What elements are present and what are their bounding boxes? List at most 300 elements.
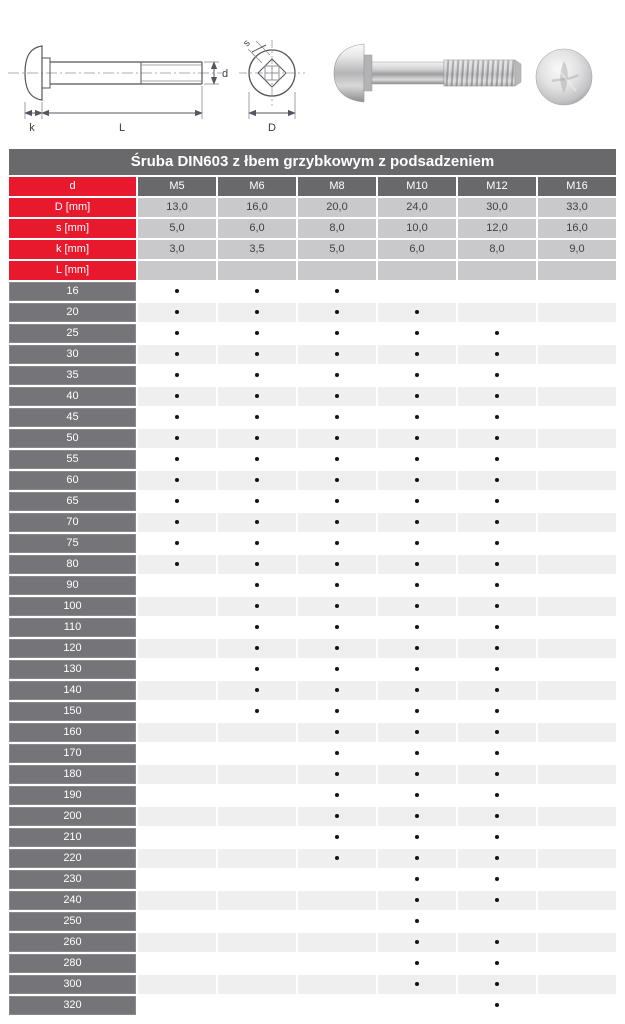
- availability-dot: [255, 520, 259, 524]
- availability-dot: [415, 436, 419, 440]
- availability-empty-cell: [538, 303, 616, 322]
- dimension-value: 8,0: [458, 240, 536, 259]
- availability-empty-cell: [458, 303, 536, 322]
- availability-dot-cell: [458, 954, 536, 973]
- availability-dot: [255, 562, 259, 566]
- length-label: 30: [9, 345, 136, 364]
- availability-dot-cell: [298, 765, 376, 784]
- availability-dot-cell: [458, 366, 536, 385]
- availability-dot-cell: [298, 324, 376, 343]
- availability-dot-cell: [138, 513, 216, 532]
- availability-dot-cell: [458, 471, 536, 490]
- availability-dot-cell: [218, 681, 296, 700]
- availability-dot: [495, 877, 499, 881]
- availability-dot: [495, 394, 499, 398]
- availability-empty-cell: [138, 576, 216, 595]
- availability-dot: [175, 478, 179, 482]
- availability-dot-cell: [298, 618, 376, 637]
- availability-dot: [495, 415, 499, 419]
- availability-dot-cell: [458, 828, 536, 847]
- availability-dot: [495, 982, 499, 986]
- availability-dot: [415, 877, 419, 881]
- length-label: 25: [9, 324, 136, 343]
- availability-dot: [255, 352, 259, 356]
- availability-dot: [415, 856, 419, 860]
- availability-empty-cell: [218, 996, 296, 1015]
- availability-dot-cell: [458, 891, 536, 910]
- availability-dot: [335, 289, 339, 293]
- availability-dot-cell: [458, 975, 536, 994]
- availability-dot-cell: [458, 555, 536, 574]
- availability-dot-cell: [458, 849, 536, 868]
- availability-empty-cell: [538, 618, 616, 637]
- availability-dot: [415, 688, 419, 692]
- length-row-70: [9, 513, 616, 532]
- spec-table-body: [9, 149, 616, 1015]
- availability-empty-cell: [138, 597, 216, 616]
- length-label: 280: [9, 954, 136, 973]
- availability-dot-cell: [298, 660, 376, 679]
- availability-empty-cell: [298, 954, 376, 973]
- availability-dot: [495, 856, 499, 860]
- availability-dot: [415, 814, 419, 818]
- length-label: 300: [9, 975, 136, 994]
- availability-dot-cell: [298, 576, 376, 595]
- availability-dot: [415, 961, 419, 965]
- availability-dot-cell: [378, 723, 456, 742]
- length-row-180: [9, 765, 616, 784]
- availability-dot-cell: [218, 303, 296, 322]
- availability-dot-cell: [138, 366, 216, 385]
- availability-empty-cell: [538, 849, 616, 868]
- availability-dot-cell: [458, 639, 536, 658]
- length-row-16: [9, 282, 616, 301]
- length-row-220: [9, 849, 616, 868]
- availability-dot: [495, 499, 499, 503]
- availability-dot: [335, 541, 339, 545]
- availability-dot: [335, 688, 339, 692]
- length-row-120: [9, 639, 616, 658]
- availability-empty-cell: [538, 807, 616, 826]
- availability-dot-cell: [378, 807, 456, 826]
- availability-dot-cell: [378, 828, 456, 847]
- availability-dot-cell: [298, 849, 376, 868]
- availability-dot-cell: [218, 366, 296, 385]
- availability-dot: [255, 604, 259, 608]
- availability-dot-cell: [378, 408, 456, 427]
- availability-dot-cell: [138, 555, 216, 574]
- availability-dot: [495, 541, 499, 545]
- availability-dot: [335, 625, 339, 629]
- availability-dot-cell: [378, 471, 456, 490]
- availability-dot-cell: [138, 387, 216, 406]
- length-header-label: L [mm]: [9, 261, 136, 280]
- dimension-value: 3,5: [218, 240, 296, 259]
- availability-dot: [495, 352, 499, 356]
- availability-dot-cell: [138, 471, 216, 490]
- availability-dot-cell: [298, 681, 376, 700]
- availability-dot-cell: [458, 723, 536, 742]
- availability-empty-cell: [538, 534, 616, 553]
- length-header-empty-cell: [378, 261, 456, 280]
- length-row-280: [9, 954, 616, 973]
- availability-dot: [415, 793, 419, 797]
- availability-empty-cell: [458, 282, 536, 301]
- availability-dot: [415, 520, 419, 524]
- length-label: 55: [9, 450, 136, 469]
- availability-dot-cell: [298, 786, 376, 805]
- dimension-row: [9, 198, 616, 217]
- length-row-20: [9, 303, 616, 322]
- length-row-150: [9, 702, 616, 721]
- availability-dot: [255, 583, 259, 587]
- dim-label-k: k: [29, 122, 35, 134]
- length-header-empty-cell: [298, 261, 376, 280]
- availability-empty-cell: [138, 954, 216, 973]
- availability-empty-cell: [218, 786, 296, 805]
- availability-dot: [415, 646, 419, 650]
- availability-dot-cell: [298, 828, 376, 847]
- availability-empty-cell: [218, 954, 296, 973]
- availability-dot: [335, 562, 339, 566]
- availability-dot: [495, 1003, 499, 1007]
- availability-dot: [495, 688, 499, 692]
- technical-drawing: [4, 0, 316, 147]
- availability-dot: [415, 499, 419, 503]
- length-label: 240: [9, 891, 136, 910]
- availability-empty-cell: [538, 996, 616, 1015]
- availability-dot: [255, 373, 259, 377]
- availability-dot-cell: [378, 849, 456, 868]
- dim-label-D: D: [268, 122, 276, 134]
- dimension-value: 16,0: [218, 198, 296, 217]
- availability-empty-cell: [218, 828, 296, 847]
- availability-dot-cell: [138, 429, 216, 448]
- dimension-value: 5,0: [138, 219, 216, 238]
- availability-empty-cell: [138, 702, 216, 721]
- availability-dot-cell: [298, 303, 376, 322]
- availability-dot: [495, 730, 499, 734]
- availability-dot-cell: [378, 954, 456, 973]
- availability-dot-cell: [458, 681, 536, 700]
- availability-empty-cell: [298, 912, 376, 931]
- table-title: Śruba DIN603 z łbem grzybkowym z podsadzeniem: [9, 149, 616, 175]
- availability-dot-cell: [218, 408, 296, 427]
- availability-dot: [335, 520, 339, 524]
- availability-empty-cell: [538, 870, 616, 889]
- availability-empty-cell: [138, 849, 216, 868]
- availability-dot-cell: [298, 555, 376, 574]
- availability-dot: [495, 583, 499, 587]
- availability-dot-cell: [298, 450, 376, 469]
- availability-dot-cell: [298, 366, 376, 385]
- availability-dot: [415, 331, 419, 335]
- availability-dot: [335, 436, 339, 440]
- availability-dot: [495, 520, 499, 524]
- availability-dot-cell: [378, 303, 456, 322]
- availability-dot: [255, 541, 259, 545]
- availability-dot: [495, 961, 499, 965]
- availability-dot-cell: [458, 492, 536, 511]
- availability-dot: [415, 940, 419, 944]
- dimension-row: [9, 240, 616, 259]
- col-header-m12: M12: [458, 177, 536, 196]
- length-label: 200: [9, 807, 136, 826]
- availability-dot-cell: [298, 513, 376, 532]
- availability-dot-cell: [458, 660, 536, 679]
- dimension-value: 33,0: [538, 198, 616, 217]
- length-row-75: [9, 534, 616, 553]
- availability-dot-cell: [378, 744, 456, 763]
- length-label: 45: [9, 408, 136, 427]
- availability-dot-cell: [458, 408, 536, 427]
- availability-dot: [255, 688, 259, 692]
- length-row-260: [9, 933, 616, 952]
- availability-dot: [175, 499, 179, 503]
- availability-dot: [495, 331, 499, 335]
- availability-dot-cell: [378, 534, 456, 553]
- availability-dot: [415, 415, 419, 419]
- availability-dot-cell: [298, 492, 376, 511]
- availability-dot: [415, 394, 419, 398]
- availability-dot: [255, 457, 259, 461]
- length-row-160: [9, 723, 616, 742]
- availability-empty-cell: [538, 702, 616, 721]
- bolt-photo: [325, 18, 525, 128]
- availability-dot: [495, 751, 499, 755]
- availability-dot-cell: [458, 324, 536, 343]
- availability-dot-cell: [378, 660, 456, 679]
- availability-dot: [175, 373, 179, 377]
- table-title-row: [9, 149, 616, 175]
- availability-dot-cell: [218, 282, 296, 301]
- availability-dot: [495, 562, 499, 566]
- availability-dot-cell: [298, 639, 376, 658]
- availability-empty-cell: [218, 933, 296, 952]
- dimension-value: 10,0: [378, 219, 456, 238]
- length-row-200: [9, 807, 616, 826]
- availability-dot-cell: [138, 303, 216, 322]
- availability-dot: [495, 436, 499, 440]
- availability-dot: [335, 352, 339, 356]
- length-label: 90: [9, 576, 136, 595]
- availability-dot-cell: [218, 597, 296, 616]
- availability-empty-cell: [138, 681, 216, 700]
- length-label: 100: [9, 597, 136, 616]
- length-label: 16: [9, 282, 136, 301]
- availability-dot: [415, 898, 419, 902]
- availability-dot-cell: [298, 387, 376, 406]
- length-row-35: [9, 366, 616, 385]
- availability-dot-cell: [298, 345, 376, 364]
- availability-empty-cell: [538, 471, 616, 490]
- spec-table: [7, 147, 618, 1017]
- length-label: 160: [9, 723, 136, 742]
- length-row-45: [9, 408, 616, 427]
- availability-dot-cell: [458, 513, 536, 532]
- availability-empty-cell: [538, 492, 616, 511]
- availability-dot-cell: [138, 492, 216, 511]
- availability-dot-cell: [458, 576, 536, 595]
- availability-dot-cell: [378, 912, 456, 931]
- availability-empty-cell: [138, 786, 216, 805]
- availability-dot-cell: [378, 597, 456, 616]
- dimension-value: 13,0: [138, 198, 216, 217]
- availability-dot: [415, 604, 419, 608]
- length-header-empty-cell: [138, 261, 216, 280]
- availability-dot: [255, 667, 259, 671]
- availability-dot: [175, 457, 179, 461]
- availability-dot-cell: [218, 450, 296, 469]
- availability-dot: [175, 562, 179, 566]
- length-row-190: [9, 786, 616, 805]
- availability-dot-cell: [298, 723, 376, 742]
- availability-dot: [255, 625, 259, 629]
- availability-dot: [415, 667, 419, 671]
- availability-dot-cell: [138, 282, 216, 301]
- availability-dot-cell: [378, 891, 456, 910]
- availability-dot-cell: [218, 660, 296, 679]
- availability-dot: [415, 478, 419, 482]
- availability-dot: [495, 898, 499, 902]
- length-row-300: [9, 975, 616, 994]
- size-header-row: [9, 177, 616, 196]
- availability-dot: [495, 667, 499, 671]
- availability-empty-cell: [538, 765, 616, 784]
- availability-empty-cell: [298, 870, 376, 889]
- availability-dot-cell: [218, 429, 296, 448]
- availability-dot: [335, 583, 339, 587]
- availability-empty-cell: [138, 912, 216, 931]
- availability-empty-cell: [218, 849, 296, 868]
- availability-dot: [495, 835, 499, 839]
- length-label: 230: [9, 870, 136, 889]
- col-header-m16: M16: [538, 177, 616, 196]
- availability-dot-cell: [378, 702, 456, 721]
- availability-empty-cell: [298, 933, 376, 952]
- availability-empty-cell: [138, 765, 216, 784]
- availability-dot: [415, 562, 419, 566]
- availability-empty-cell: [458, 912, 536, 931]
- availability-empty-cell: [538, 282, 616, 301]
- availability-empty-cell: [218, 870, 296, 889]
- availability-dot: [335, 814, 339, 818]
- length-row-210: [9, 828, 616, 847]
- availability-empty-cell: [138, 891, 216, 910]
- availability-dot-cell: [298, 597, 376, 616]
- length-label: 70: [9, 513, 136, 532]
- availability-dot: [175, 436, 179, 440]
- availability-empty-cell: [538, 513, 616, 532]
- availability-empty-cell: [138, 996, 216, 1015]
- length-row-55: [9, 450, 616, 469]
- availability-dot: [415, 373, 419, 377]
- dimension-value: 6,0: [218, 219, 296, 238]
- length-row-320: [9, 996, 616, 1015]
- length-row-65: [9, 492, 616, 511]
- length-row-25: [9, 324, 616, 343]
- availability-dot-cell: [378, 933, 456, 952]
- availability-dot-cell: [378, 618, 456, 637]
- availability-empty-cell: [138, 828, 216, 847]
- availability-dot: [335, 478, 339, 482]
- availability-dot: [495, 814, 499, 818]
- availability-dot: [415, 457, 419, 461]
- availability-dot-cell: [378, 492, 456, 511]
- length-label: 20: [9, 303, 136, 322]
- length-label: 40: [9, 387, 136, 406]
- availability-dot: [335, 646, 339, 650]
- availability-dot: [255, 289, 259, 293]
- availability-dot-cell: [378, 786, 456, 805]
- availability-dot-cell: [378, 429, 456, 448]
- availability-dot: [335, 793, 339, 797]
- availability-empty-cell: [218, 912, 296, 931]
- dimension-value: 9,0: [538, 240, 616, 259]
- head-photo: [534, 47, 594, 107]
- illustration-strip: [0, 0, 625, 147]
- availability-dot-cell: [458, 765, 536, 784]
- availability-dot: [495, 457, 499, 461]
- availability-dot-cell: [458, 450, 536, 469]
- availability-dot: [335, 499, 339, 503]
- availability-dot-cell: [218, 471, 296, 490]
- availability-dot: [255, 310, 259, 314]
- col-header-d: d: [9, 177, 136, 196]
- length-label: 190: [9, 786, 136, 805]
- availability-dot: [335, 730, 339, 734]
- availability-dot-cell: [458, 534, 536, 553]
- availability-dot: [335, 709, 339, 713]
- availability-dot-cell: [378, 639, 456, 658]
- length-row-240: [9, 891, 616, 910]
- col-header-m10: M10: [378, 177, 456, 196]
- dimension-value: 30,0: [458, 198, 536, 217]
- availability-dot-cell: [138, 345, 216, 364]
- length-label: 220: [9, 849, 136, 868]
- availability-dot-cell: [138, 450, 216, 469]
- length-row-80: [9, 555, 616, 574]
- availability-dot: [335, 772, 339, 776]
- availability-dot: [415, 352, 419, 356]
- availability-dot-cell: [218, 702, 296, 721]
- length-row-60: [9, 471, 616, 490]
- availability-dot-cell: [458, 870, 536, 889]
- availability-dot-cell: [218, 492, 296, 511]
- availability-empty-cell: [138, 933, 216, 952]
- availability-dot-cell: [378, 513, 456, 532]
- dimension-value: 12,0: [458, 219, 536, 238]
- availability-dot: [175, 352, 179, 356]
- length-label: 50: [9, 429, 136, 448]
- availability-empty-cell: [538, 639, 616, 658]
- availability-dot: [175, 289, 179, 293]
- dimension-value: 6,0: [378, 240, 456, 259]
- dimension-value: 24,0: [378, 198, 456, 217]
- availability-dot-cell: [458, 744, 536, 763]
- dimension-value: 16,0: [538, 219, 616, 238]
- availability-dot-cell: [218, 345, 296, 364]
- availability-dot-cell: [458, 618, 536, 637]
- availability-empty-cell: [138, 618, 216, 637]
- length-label: 150: [9, 702, 136, 721]
- length-label: 130: [9, 660, 136, 679]
- availability-dot: [175, 310, 179, 314]
- availability-empty-cell: [218, 975, 296, 994]
- availability-dot-cell: [378, 765, 456, 784]
- availability-empty-cell: [538, 450, 616, 469]
- col-header-m6: M6: [218, 177, 296, 196]
